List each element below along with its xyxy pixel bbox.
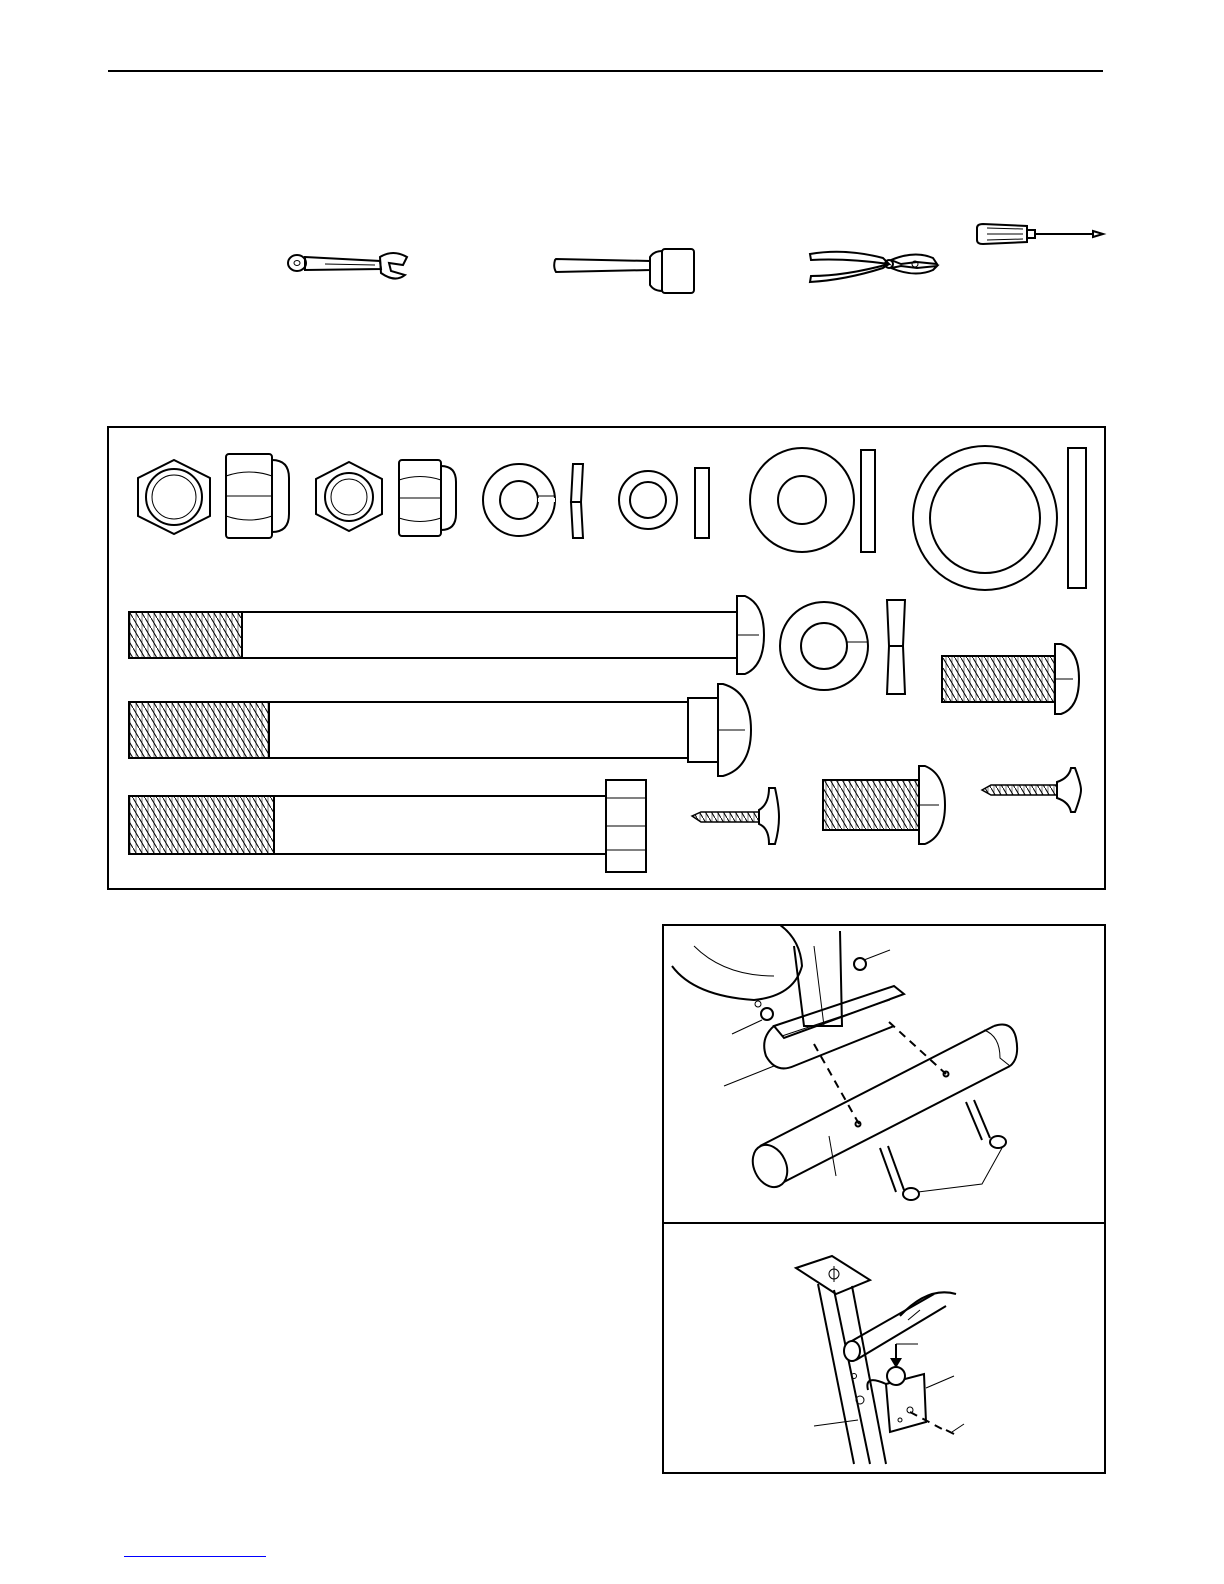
stabilizer-assembly-figure [664,926,1104,1224]
figure-stabilizer-panel [662,924,1106,1224]
small-hex-nut-icon [316,462,382,531]
small-flat-washer-icon [619,468,709,538]
large-nylon-locknut-icon [226,454,289,538]
large-flat-washer-icon [913,446,1086,590]
large-split-washer-icon [780,600,905,694]
hardware-key-drawing [109,428,1104,888]
split-washer-icon [483,464,583,538]
button-bolt-icon [823,766,945,844]
hex-bolt-icon [129,780,646,872]
rubber-mallet-icon [550,245,700,295]
long-carriage-bolt-icon [129,596,764,674]
tools-row [0,200,1224,310]
flat-head-screw-icon [982,768,1081,812]
medium-flat-washer-icon [750,448,875,552]
footer-link-underline[interactable] [124,1556,266,1557]
adjustable-wrench-icon [285,245,415,285]
figure-frame-panel [662,1222,1106,1474]
header-rule [108,70,1103,72]
large-hex-nut-icon [138,460,210,534]
pliers-icon [805,240,945,290]
short-button-bolt-icon [942,644,1079,714]
phillips-screwdriver-icon [975,220,1110,250]
hardware-key-box [107,426,1106,890]
small-screw-icon [692,788,779,844]
frame-bracket-figure [664,1224,1104,1472]
small-nylon-locknut-icon [399,460,456,536]
medium-button-bolt-icon [129,684,751,776]
